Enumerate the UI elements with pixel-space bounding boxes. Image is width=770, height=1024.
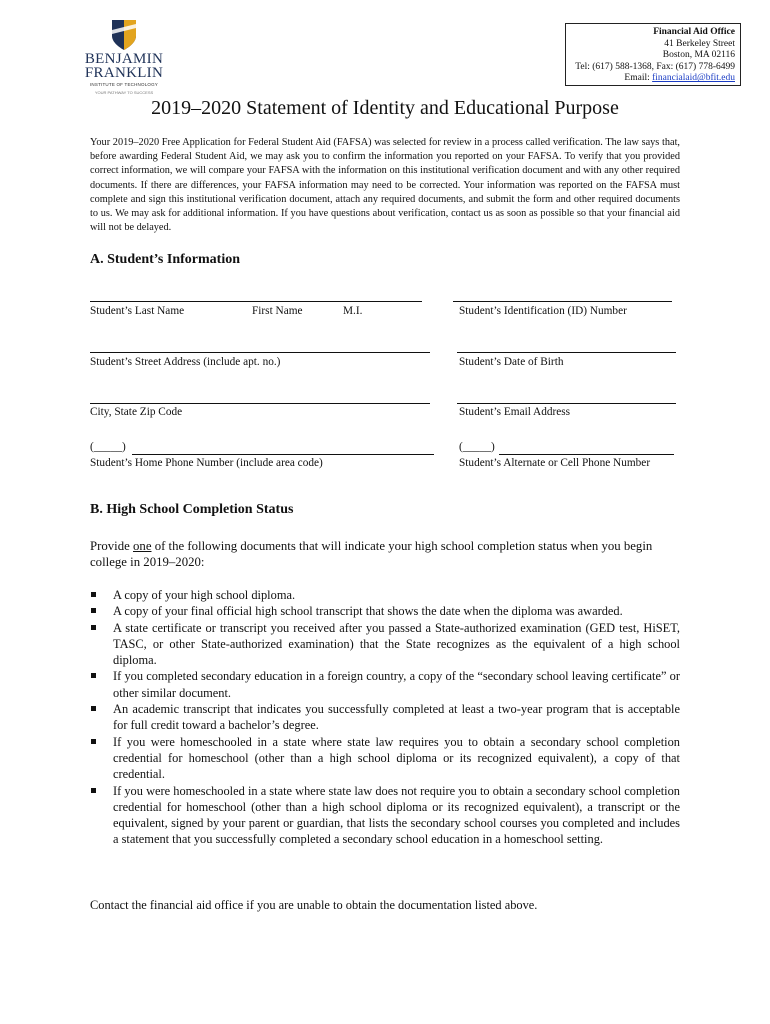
office-email-row: [566, 73, 735, 85]
office-street: 41 Berkeley Street: [664, 38, 735, 49]
b-intro-start: Provide: [90, 539, 134, 553]
list-item-text: If you completed secondary education in a foreign country, a copy of the “secondary school leaving certificate” or other similar document.: [113, 669, 680, 700]
home-phone-area-code: (_____): [90, 441, 126, 453]
section-b-heading: B. High School Completion Status: [90, 502, 294, 517]
document-title: 2019–2020 Statement of Identity and Educational Purpose: [151, 97, 619, 119]
student-id-label: Student’s Identification (ID) Number: [459, 305, 627, 317]
home-phone-field-line[interactable]: [132, 454, 434, 455]
section-a-heading: A. Student’s Information: [90, 252, 240, 267]
bullet-square-icon: [91, 739, 96, 744]
list-item-text: A state certificate or transcript you received after you passed a State-authorized examination (GED test, HiSET, TASC, or other State-authorized examination) that the State recognizes as the equivalent of a high school diploma.: [113, 620, 680, 668]
list-item-text: A copy of your high school diploma.: [113, 588, 296, 602]
list-item: [90, 734, 680, 783]
institution-logo: [84, 18, 164, 95]
logo-subtitle: INSTITUTE OF TECHNOLOGY: [89, 82, 159, 87]
bullet-square-icon: [91, 673, 96, 678]
intro-paragraph: Your 2019–2020 Free Application for Federal Student Aid (FAFSA) was selected for review in a process called verification. The law says that, before awarding Federal Student Aid, we may ask you to confirm the information you reported on your FAFSA. To verify that you provided correct information, we will compare your FAFSA with the information on this institutional verification document and with any other required documents. If there are differences, your FAFSA information may need to be corrected. Your information was reported on the FAFSA must complete and sign this institutional verification document, attach any required documents, and submit the form and other required documents to us. We may ask for additional information. If you have questions about verification, contact us as soon as possible so that your financial aid will not be delayed.: [90, 137, 680, 234]
list-item: [90, 701, 680, 734]
list-item-text: A copy of your final official high school transcript that shows the date when the diploma was awarded.: [113, 604, 623, 619]
office-city: Boston, MA 02116: [662, 50, 735, 61]
shield-crest-icon: [110, 18, 138, 52]
home-phone-label: Student’s Home Phone Number (include area code): [90, 457, 323, 469]
bullet-square-icon: [91, 608, 96, 613]
dob-field-line[interactable]: [457, 352, 676, 353]
name-field-line[interactable]: [90, 301, 422, 302]
student-id-field-line[interactable]: [453, 301, 672, 302]
bullet-square-icon: [91, 625, 96, 630]
bullet-square-icon: [91, 788, 96, 793]
logo-text-line1: BENJAMIN: [84, 51, 164, 67]
logo-tagline: YOUR PATHWAY TO SUCCESS: [94, 90, 154, 95]
office-name: Financial Aid Office: [653, 27, 735, 37]
last-name-label: Student’s Last Name: [90, 305, 185, 317]
city-label: City, State Zip Code: [90, 406, 183, 418]
list-item: [90, 783, 680, 848]
list-item-text: An academic transcript that indicates you successfully completed at least a two-year program that is acceptable for full credit toward a bachelor’s degree.: [113, 702, 680, 733]
street-field-line[interactable]: [90, 352, 430, 353]
list-item: [90, 668, 680, 701]
bullet-square-icon: [91, 592, 96, 597]
b-intro-end: of the following documents that will indicate your high school completion status when you begin college in 2019–2020:: [90, 539, 653, 569]
office-phone: Tel: (617) 588-1368, Fax: (617) 778-6499: [575, 61, 735, 72]
bullet-square-icon: [91, 706, 96, 711]
email-label: Email:: [624, 73, 653, 84]
email-field-line[interactable]: [457, 403, 676, 404]
list-item: [90, 620, 680, 669]
contact-box: [565, 23, 741, 86]
list-item: [90, 587, 680, 603]
closing-note: Contact the financial aid office if you are unable to obtain the documentation listed above.: [90, 898, 538, 912]
alt-phone-field-line[interactable]: [499, 454, 674, 455]
logo-text-line2: FRANKLIN: [84, 65, 164, 81]
email-link[interactable]: financialaid@bfit.edu: [652, 73, 735, 84]
alt-phone-label: Student’s Alternate or Cell Phone Number: [459, 457, 651, 469]
dob-label: Student’s Date of Birth: [459, 356, 564, 368]
b-intro-underlined: one: [133, 539, 152, 553]
list-item-text: If you were homeschooled in a state where state law does not require you to obtain a secondary school completion credential for homeschool (other than a high school diploma or its recognized equivalent), a transcript or the equivalent, signed by your parent or guardian, that lists the secondary school courses you completed and includes a statement that you successfully completed a secondary school education in a homeschool setting.: [113, 783, 680, 847]
list-item: [90, 603, 680, 619]
alt-phone-area-code: (_____): [459, 441, 495, 453]
document-options-list: [90, 587, 680, 848]
street-label: Student’s Street Address (include apt. no.): [90, 356, 281, 368]
section-b-intro: [90, 538, 680, 570]
email-label: Student’s Email Address: [459, 406, 571, 418]
list-item-text: If you were homeschooled in a state where state law requires you to obtain a secondary school completion credential for homeschool (other than a high school diploma or its recognized equivalent), a copy of that credential.: [113, 734, 680, 782]
first-name-label: First Name: [252, 305, 303, 317]
city-field-line[interactable]: [90, 403, 430, 404]
mi-label: M.I.: [343, 305, 363, 317]
